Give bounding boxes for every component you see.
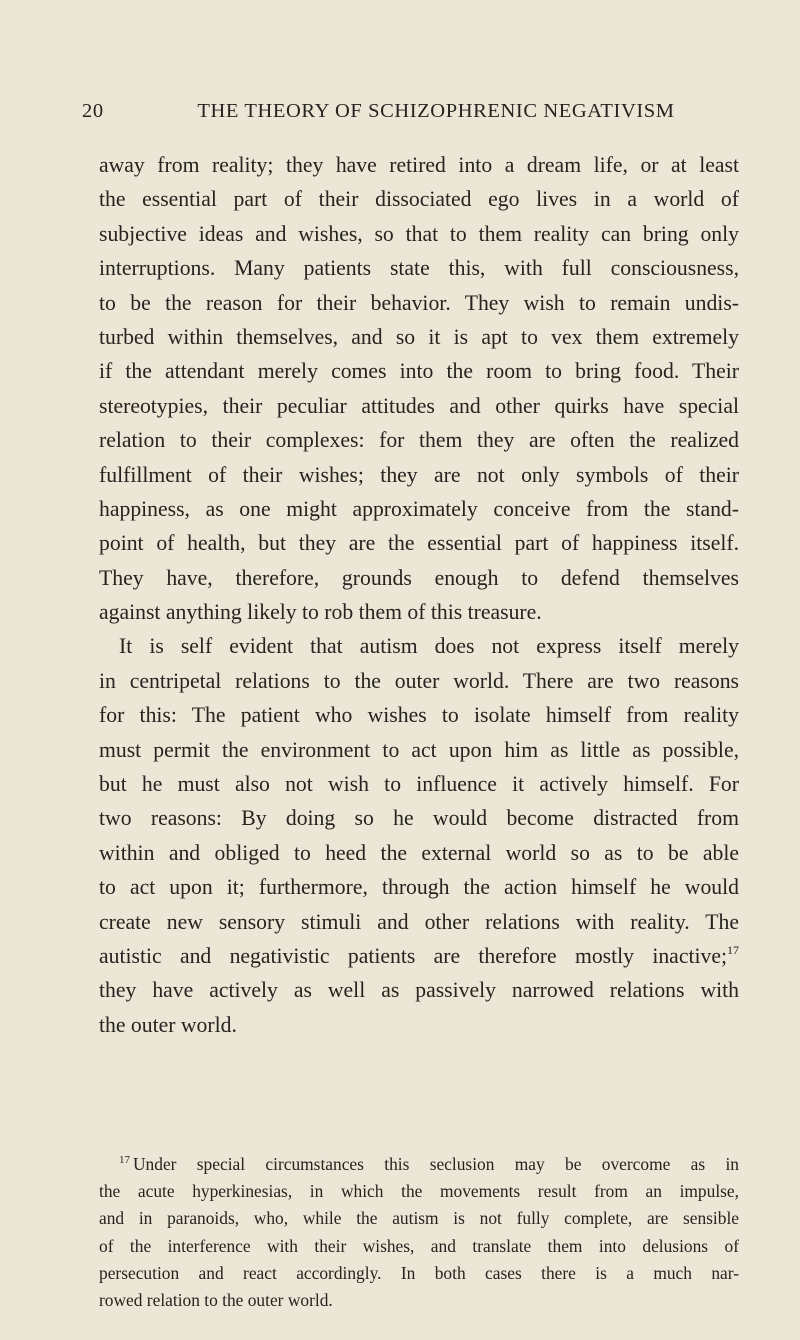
text-line: must permit the environment to act upon him as little as possible, — [99, 737, 739, 762]
text-line: They have, therefore, grounds enough to defend themselves — [99, 565, 739, 590]
text-line: against anything likely to rob them of this treasure. — [99, 600, 542, 625]
text-line: in centripetal relations to the outer world. There are two reasons — [99, 668, 739, 693]
text-line: the outer world. — [99, 1012, 237, 1037]
text-line-with-footnote-ref — [99, 939, 739, 973]
text-line: turbed within themselves, and so it is apt to vex them extremely — [99, 324, 739, 349]
text-line: stereotypies, their peculiar attitudes and other quirks have special — [99, 393, 739, 418]
text-line: but he must also not wish to influence it actively himself. For — [99, 772, 739, 797]
text-line: if the attendant merely comes into the room to bring food. Their — [99, 359, 739, 384]
text-line: two reasons: By doing so he would become distracted from — [99, 806, 739, 831]
text-line: interruptions. Many patients state this, with full consciousness, — [99, 256, 739, 281]
text-line: relation to their complexes: for them they are often the realized — [99, 428, 739, 453]
text-line: the essential part of their dissociated ego lives in a world of — [99, 187, 739, 212]
text-line: fulfillment of their wishes; they are not only symbols of their — [99, 462, 739, 487]
text-line: they have actively as well as passively narrowed relations with — [99, 978, 739, 1003]
footnote-reference: 17 — [727, 942, 739, 957]
text-line: happiness, as one might approximately conceive from the stand- — [99, 496, 739, 521]
footnote-line: of the interference with their wishes, and translate them into delusions of — [99, 1235, 739, 1256]
text-line: away from reality; they have retired into a dream life, or at least — [99, 153, 739, 177]
body-text — [99, 148, 739, 1042]
footnote-line: the acute hyperkinesias, in which the movements result from an impulse, — [99, 1181, 739, 1202]
footnote-line — [99, 1151, 739, 1178]
text-line: for this: The patient who wishes to isolate himself from reality — [99, 703, 739, 728]
text-line: It is self evident that autism does not express itself merely — [119, 634, 739, 659]
footnote-line: and in paranoids, who, while the autism is not fully complete, are sensible — [99, 1208, 739, 1229]
footnote — [99, 1151, 739, 1314]
footnote-line: persecution and react accordingly. In both cases there is a much nar- — [99, 1262, 739, 1283]
page-header — [82, 100, 730, 130]
footnote-line-content: Under special circumstances this seclusion may be overcome as in — [133, 1154, 739, 1174]
running-head: THE THEORY OF SCHIZOPHRENIC NEGATIVISM — [197, 100, 675, 122]
footnote-marker: 17 — [119, 1154, 130, 1166]
text-line: subjective ideas and wishes, so that to them reality can bring only — [99, 221, 739, 246]
footnote-line: rowed relation to the outer world. — [99, 1289, 333, 1310]
text-line: within and obliged to heed the external world so as to be able — [99, 840, 739, 865]
text-line-content: autistic and negativistic patients are therefore mostly inactive; — [99, 943, 727, 968]
text-line: to act upon it; furthermore, through the action himself he would — [99, 875, 739, 900]
text-line: to be the reason for their behavior. They wish to remain undis- — [99, 290, 739, 315]
text-line: create new sensory stimuli and other relations with reality. The — [99, 909, 739, 934]
page-number: 20 — [82, 100, 104, 122]
text-line: point of health, but they are the essential part of happiness itself. — [99, 531, 739, 556]
